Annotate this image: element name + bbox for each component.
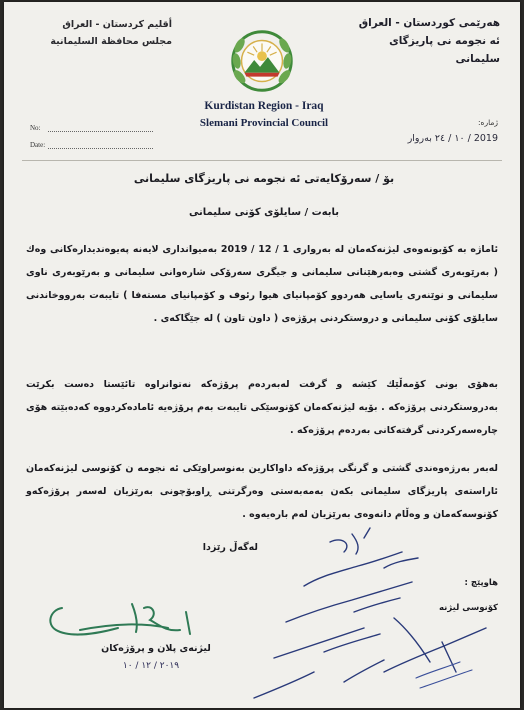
number-field-line: [48, 131, 153, 132]
date-label: Date:: [30, 141, 46, 149]
number-label: No:: [30, 124, 41, 132]
closing-regards: لەگەڵ رێزدا: [202, 542, 258, 553]
council-logo-icon: [223, 22, 301, 100]
kurdish-header-line-2: ئه نجومه نی پاریزگای سلیمانی: [389, 35, 500, 65]
letter-subject: بابەت / سایلۆی کۆنی سلیمانی: [188, 207, 340, 218]
kurdish-header-line-1: هەرێمی کوردستان - العراق: [358, 17, 500, 29]
english-title-line-2: Slemani Provincial Council: [199, 117, 329, 129]
reference-label: ژمارە:: [477, 118, 498, 127]
signature-date: ٢٠١٩ / ١٢ / ١٠: [122, 661, 180, 671]
date-field-line: [48, 148, 153, 149]
reference-date: 2019 / ١٠ / ٢٤ بەروار: [407, 133, 498, 144]
kurdish-header: [350, 14, 500, 68]
header-divider: [22, 160, 502, 161]
letter-page: [4, 2, 520, 708]
green-signature-icon: [40, 594, 210, 646]
body-paragraph-3: لەبەر بەرژەوەندی گشتی و گرنگی پرۆژەکە داواکارین بەنوسراوێکی ئه نجومه ن کۆنوسی لیژنەکەمان ئاراستەی پاریزگای سلیمانی بکەن بەمەبەستی وەرگرتنی ڕاوبۆچونی بەرێزیان لەسەر پرۆژەکەو کۆنوسەکەمان و وەڵام دانەوەی بەرێزیان لەم بارەیەوە .: [26, 463, 498, 520]
arabic-header: [22, 16, 172, 50]
blue-handwriting-icon: [234, 522, 504, 708]
arabic-header-line-2: مجلس محافظة السليمانية: [50, 36, 172, 47]
body-paragraph-1: ئاماژە بە کۆبونەوەی لیژنەکەمان لە بەرواری 1 / 12 / 2019 بەمیوانداری لایەنە پەیوەندیدارەکانی وەك ( بەرێوبەری گشتی وەبەرهێنانی سلیمانی و جیگری سەرۆکی شارەوانی سلیمانی و بەرێوبەری ناوی سلیمانی و نوێنەری یاسایی هەردوو کۆمپانیای هیوا رئوف و کۆمپانیای مستەفا ) تایبەت بەرووخاندنی سایلۆی کۆنی سلیمانی و دروستکردنی پرۆژەی ( داون تاون ) لە جێگاکەی .: [26, 244, 499, 324]
english-title-line-1: Kurdistan Region - Iraq: [204, 100, 324, 112]
committee-name: لیژنەی پلان و پرۆژەکان: [101, 643, 211, 654]
attachment-label: هاوپێچ :: [464, 578, 498, 588]
cc-note: کۆنوسی لیژنە: [438, 603, 498, 613]
body-paragraph-2: بەهۆی بونی کۆمەڵێك کێشە و گرفت لەبەردەم پرۆژەکە نەتوانراوە تائێستا دەست بکرێت بەدروستکردنی پرۆژەکە . بۆیە لیژنەکەمان کۆنوسێکی تایبەت بەم پرۆژەیە ئامادەکردووە کەدەبێتە هۆی چارەسەرکردنی گرفتەکانی بەردەم پرۆژەکە .: [26, 379, 498, 436]
arabic-header-line-1: أقليم كردستان - العراق: [62, 19, 172, 30]
letter-recipient: بۆ / سەرۆکایەتی ئه نجومه نی پاریزگای سلیمانی: [133, 172, 395, 185]
